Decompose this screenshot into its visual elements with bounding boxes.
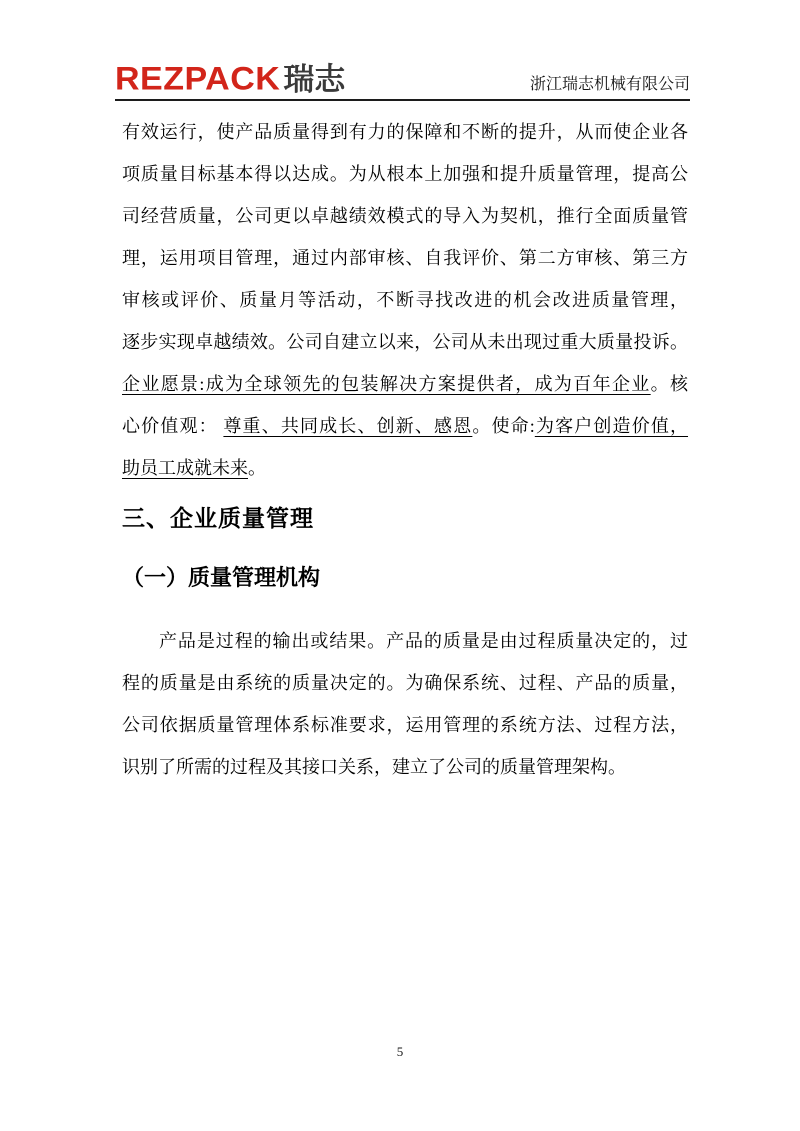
text-line: [122, 195, 688, 237]
logo-rezpack-wordmark: REZPACK: [115, 60, 281, 98]
text-line: [122, 405, 688, 447]
text-line: [122, 662, 688, 704]
text-segment: 产品是过程的输出或结果。产品的质量是由过程质量决定的，过: [159, 631, 688, 651]
subsection-heading: （一）质量管理机构: [122, 565, 321, 590]
page-footer: [0, 1042, 800, 1062]
underlined-text-segment: 企业愿景:成为全球领先的包装解决方案提供者，成为百年企业: [122, 374, 651, 394]
text-segment: 理，运用项目管理，通过内部审核、自我评价、第二方审核、第三方: [122, 248, 688, 268]
text-segment: 。核: [650, 374, 689, 394]
text-segment: 司经营质量，公司更以卓越绩效模式的导入为契机，推行全面质量管: [122, 206, 688, 226]
text-line: [122, 363, 688, 405]
text-segment: 程的质量是由系统的质量决定的。为确保系统、过程、产品的质量，: [122, 673, 688, 693]
text-line: [122, 447, 688, 489]
section-heading: 三、企业质量管理: [122, 505, 314, 531]
text-line: [122, 237, 688, 279]
underlined-text-segment: 助员工成就未来: [122, 458, 248, 478]
logo-chinese-characters: 瑞志: [283, 62, 346, 97]
underlined-text-segment: 为客户创造价值，: [534, 416, 689, 436]
text-segment: 。: [248, 458, 266, 478]
text-segment: 心价值观：: [122, 416, 224, 436]
page-header: [115, 52, 690, 101]
text-line: [122, 111, 688, 153]
underlined-text-segment: 尊重、共同成长、创新、感恩: [223, 416, 473, 436]
text-segment: 。使命:: [472, 416, 535, 436]
text-line: [122, 321, 688, 363]
text-line: [122, 153, 688, 195]
page-number: 5: [396, 1044, 404, 1059]
text-line: [122, 620, 688, 662]
text-segment: 逐步实现卓越绩效。公司自建立以来，公司从未出现过重大质量投诉。: [122, 332, 688, 352]
company-logo: [115, 62, 345, 99]
text-line: [122, 279, 688, 321]
paragraph-quality-structure: [122, 620, 688, 788]
text-segment: 有效运行，使产品质量得到有力的保障和不断的提升，从而使企业各: [122, 122, 688, 142]
text-segment: 项质量目标基本得以达成。为从根本上加强和提升质量管理，提高公: [122, 164, 688, 184]
paragraph-quality-overview: [122, 111, 688, 489]
text-segment: 识别了所需的过程及其接口关系，建立了公司的质量管理架构。: [122, 757, 626, 777]
text-line: [122, 746, 688, 788]
text-segment: 公司依据质量管理体系标准要求，运用管理的系统方法、过程方法，: [122, 715, 688, 735]
text-segment: 审核或评价、质量月等活动，不断寻找改进的机会改进质量管理，: [122, 290, 688, 310]
company-name-text: 浙江瑞志机械有限公司: [529, 76, 690, 93]
text-line: [122, 704, 688, 746]
